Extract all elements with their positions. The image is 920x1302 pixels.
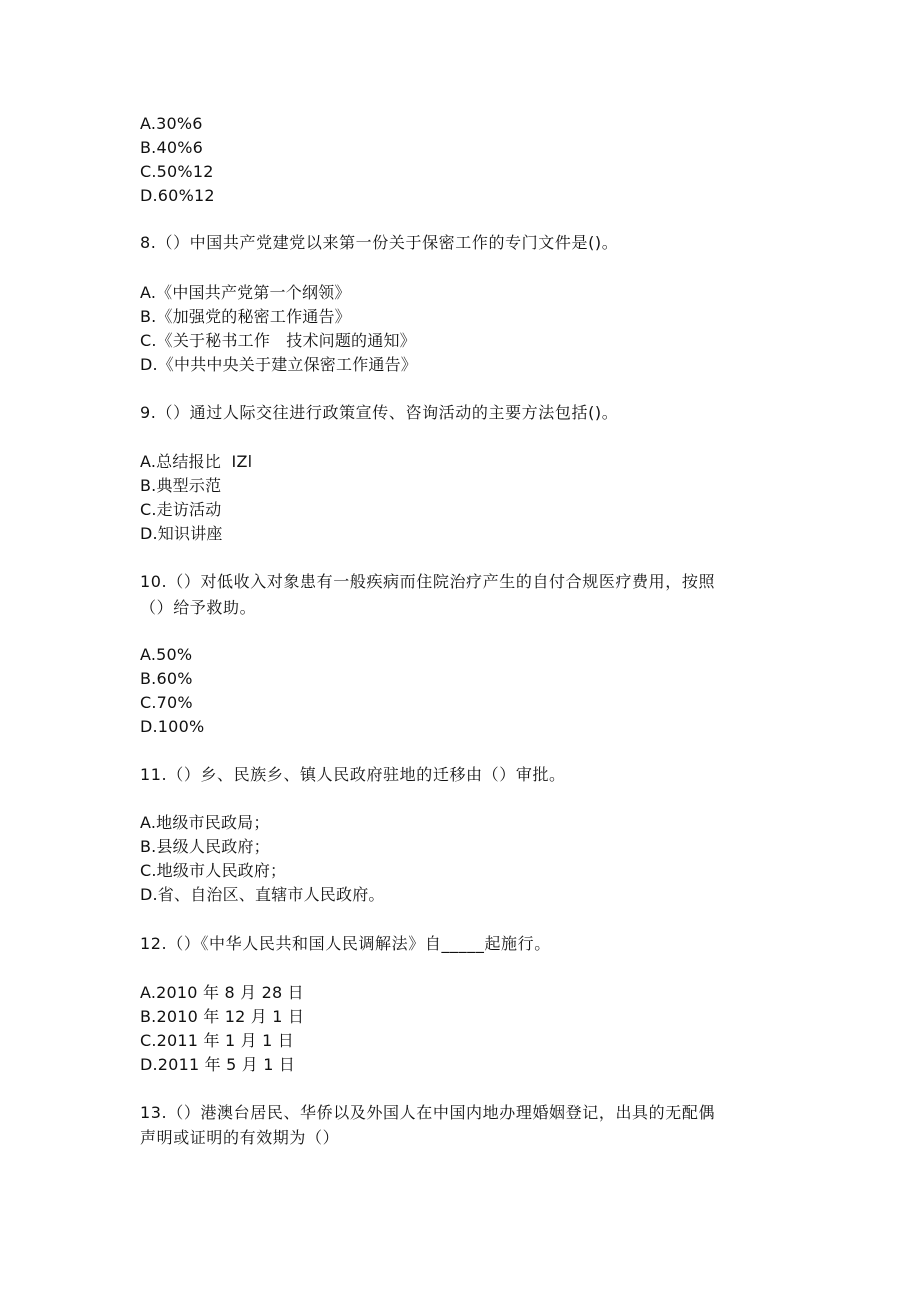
question-13-line-1: 13.（）港澳台居民、华侨以及外国人在中国内地办理婚姻登记，出具的无配偶 <box>140 1103 716 1122</box>
option-q7-a: A.30%6 <box>140 114 203 133</box>
option-q8-a: A.《中国共产党第一个纲领》 <box>140 283 351 302</box>
option-q11-b: B.县级人民政府； <box>140 837 270 856</box>
option-q12-b: B.2010 年 12 月 1 日 <box>140 1007 305 1026</box>
option-q8-c: C.《关于秘书工作 技术问题的通知》 <box>140 331 416 350</box>
option-q10-a: A.50% <box>140 645 193 664</box>
option-q12-a: A.2010 年 8 月 28 日 <box>140 983 304 1002</box>
option-q11-a: A.地级市民政局； <box>140 813 270 832</box>
option-q8-d: D.《中共中央关于建立保密工作通告》 <box>140 355 418 374</box>
question-13-line-2: 声明或证明的有效期为（） <box>140 1128 340 1147</box>
option-q9-d: D.知识讲座 <box>140 524 223 543</box>
option-q10-c: C.70% <box>140 693 193 712</box>
question-9: 9.（）通过人际交往进行政策宣传、咨询活动的主要方法包括()。 <box>140 403 619 422</box>
option-q9-b: B.典型示范 <box>140 476 222 495</box>
option-q10-b: B.60% <box>140 669 193 688</box>
option-q12-c: C.2011 年 1 月 1 日 <box>140 1031 294 1050</box>
option-q11-d: D.省、自治区、直辖市人民政府。 <box>140 885 385 904</box>
question-12: 12.（）《中华人民共和国人民调解法》自_____起施行。 <box>140 934 551 953</box>
question-11: 11.（）乡、民族乡、镇人民政府驻地的迁移由（）审批。 <box>140 765 566 784</box>
question-10-line-2: （）给予救助。 <box>140 598 257 617</box>
option-q7-d: D.60%12 <box>140 186 215 205</box>
question-10-line-1: 10.（）对低收入对象患有一般疾病而住院治疗产生的自付合规医疗费用，按照 <box>140 572 716 591</box>
option-q7-b: B.40%6 <box>140 138 204 157</box>
option-q7-c: C.50%12 <box>140 162 214 181</box>
option-q12-d: D.2011 年 5 月 1 日 <box>140 1055 296 1074</box>
option-q8-b: B.《加强党的秘密工作通告》 <box>140 307 351 326</box>
option-q9-c: C.走访活动 <box>140 500 222 519</box>
option-q10-d: D.100% <box>140 717 205 736</box>
option-q11-c: C.地级市人民政府； <box>140 861 287 880</box>
option-q9-a: A.总结报比 IZl <box>140 452 253 471</box>
question-8: 8.（）中国共产党建党以来第一份关于保密工作的专门文件是()。 <box>140 233 619 252</box>
